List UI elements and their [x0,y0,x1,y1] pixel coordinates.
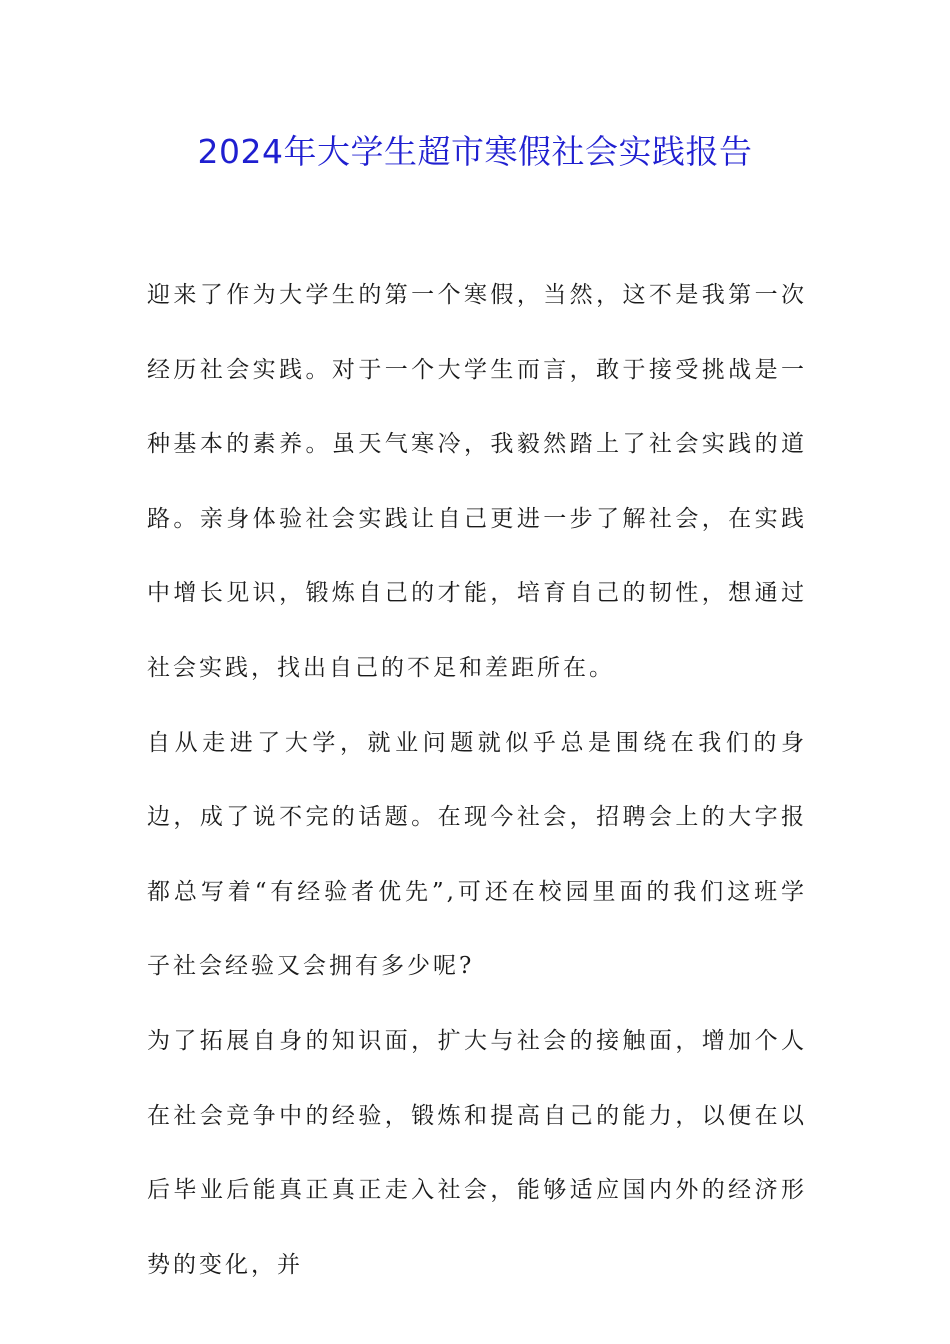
paragraph-intro: 迎来了作为大学生的第一个寒假，当然，这不是我第一次经历社会实践。对于一个大学生而言，敢于接受挑战是一种基本的素养。虽天气寒冷，我毅然踏上了社会实践的道路。亲身体验社会实践让自己更进一步了解社会，在实践中增长见识，锻炼自己的才能，培育自己的韧性，想通过社会实践，找出自己的不足和差距所在。 [147,282,807,681]
document-body [147,258,807,1302]
paragraph-employment: 自从走进了大学，就业问题就似乎总是围绕在我们的身边，成了说不完的话题。在现今社会，招聘会上的大字报都总写着“有经验者优先”,可还在校园里面的我们这班学子社会经验又会拥有多少呢? [147,729,807,980]
document-title: 2024年大学生超市寒假社会实践报告 [197,132,753,171]
paragraph-purpose: 为了拓展自身的知识面，扩大与社会的接触面，增加个人在社会竞争中的经验，锻炼和提高自己的能力，以便在以后毕业后能真正真正走入社会，能够适应国内外的经济形势的变化，并 [147,1027,807,1278]
